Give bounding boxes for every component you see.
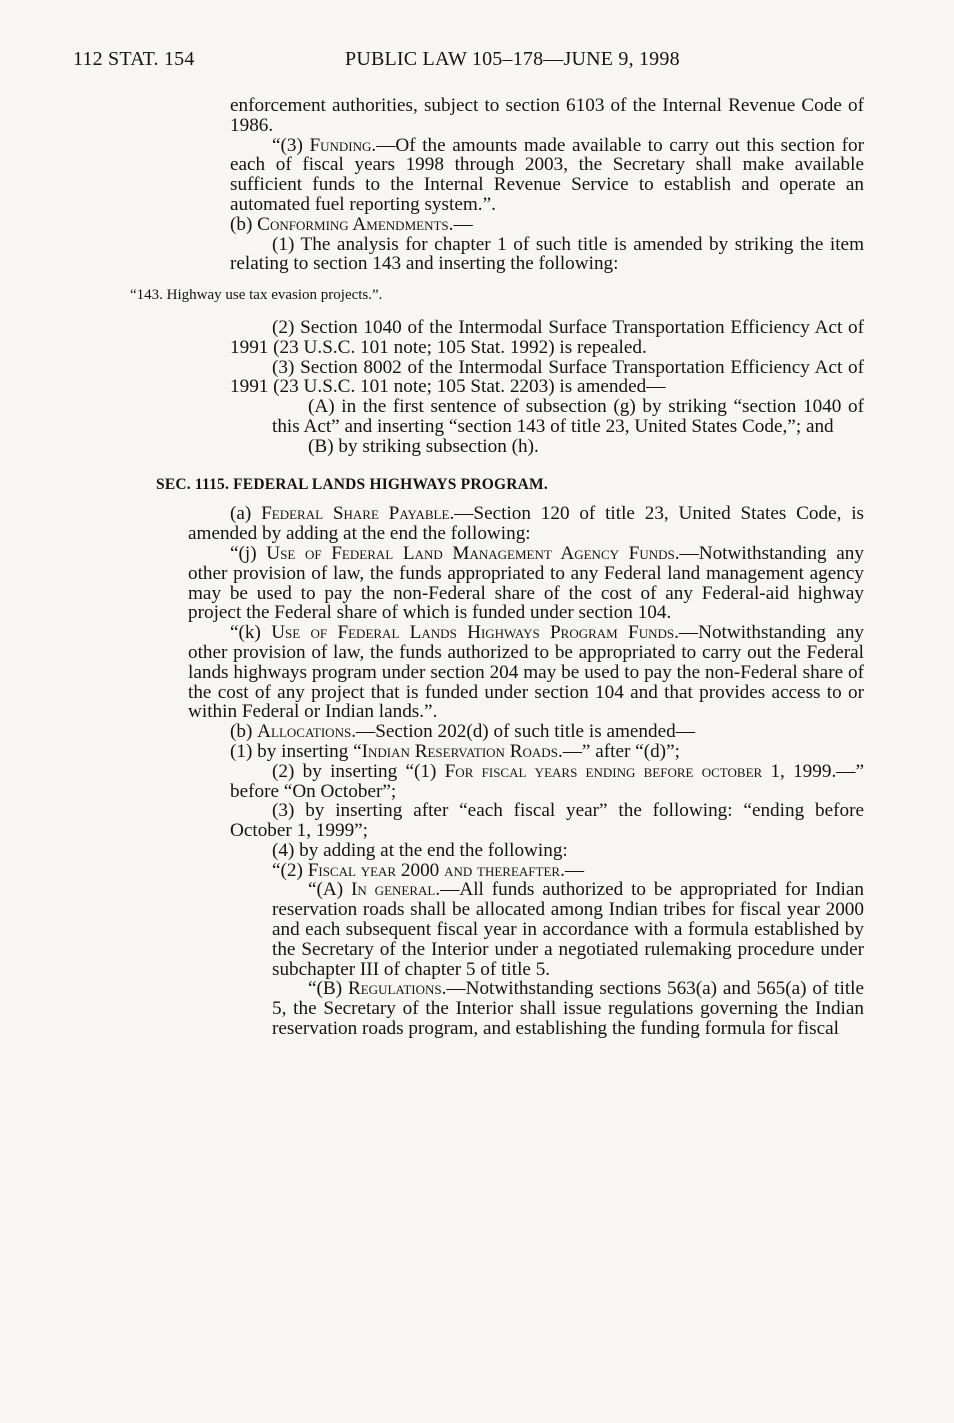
paragraph: (1) by inserting “Indian Reservation Roads.—” after “(d)”; bbox=[230, 740, 680, 762]
section-heading: SEC. 1115. FEDERAL LANDS HIGHWAYS PROGRAM. bbox=[156, 475, 548, 493]
paragraph: (3) Section 8002 of the Intermodal Surface Transportation Efficiency Act of 1991 (23 U.S.C. 101 note; 105 Stat. 2203) is amended— bbox=[230, 356, 864, 398]
paragraph: “(j) Use of Federal Land Management Agency Funds.—Notwithstanding any other provision of law, the funds appropriated to any Federal land management agency may be used to pay the non-Federal share of the cost of any Federal-aid highway project the Federal share of which is funded under section 104. bbox=[188, 542, 864, 624]
document-body bbox=[130, 95, 865, 1040]
paragraph: (A) in the first sentence of subsection (g) by striking “section 1040 of this Act” and inserting “section 143 of title 23, United States Code,”; and bbox=[272, 396, 864, 437]
paragraph: “(B) Regulations.—Notwithstanding sections 563(a) and 565(a) of title 5, the Secretary of the Interior shall issue regulations governing the Indian reservation roads program, and establishing the funding formula for fiscal bbox=[272, 978, 865, 1040]
paragraph: (a) Federal Share Payable.—Section 120 of title 23, United States Code, is amended by adding at the end the following: bbox=[188, 503, 865, 545]
paragraph: (1) The analysis for chapter 1 of such title is amended by striking the item relating to section 143 and inserting the following: bbox=[230, 233, 864, 275]
paragraph: “(3) Funding.—Of the amounts made available to carry out this section for each of fiscal years 1998 through 2003, the Secretary shall make available sufficient funds to the Internal Revenue Service to establish and operate an automated fuel reporting system.”. bbox=[230, 134, 864, 215]
paragraph: (b) Conforming Amendments.— bbox=[230, 213, 473, 235]
paragraph: (B) by striking subsection (h). bbox=[308, 435, 539, 457]
paragraph: enforcement authorities, subject to section 6103 of the Internal Revenue Code of 1986. bbox=[230, 95, 864, 136]
paragraph: “(A) In general.—All funds authorized to be appropriated for Indian reservation roads shall be allocated among Indian tribes for fiscal year 2000 and each subsequent fiscal year in accordance with a formula established by the Secretary of the Interior under a negotiated rulemaking procedure under subchapter III of chapter 5 of title 5. bbox=[272, 879, 864, 980]
paragraph: “(2) Fiscal year 2000 and thereafter.— bbox=[272, 859, 585, 881]
paragraph: (2) by inserting “(1) For fiscal years ending before october 1, 1999.—” before “On October”; bbox=[230, 760, 864, 802]
paragraph: “(k) Use of Federal Lands Highways Program Funds.—Notwithstanding any other provision of law, the funds authorized to be appropriated to carry out the Federal lands highways program under section 204 may be used to pay the non-Federal share of the cost of any project that is funded under section 104 and that provides access to or within Federal or Indian lands.”. bbox=[188, 622, 865, 723]
paragraph: (b) Allocations.—Section 202(d) of such title is amended— bbox=[230, 721, 695, 743]
table-of-sections-item: “143. Highway use tax evasion projects.”. bbox=[130, 287, 383, 304]
paragraph: (3) by inserting after “each fiscal year” the following: “ending before October 1, 1999”; bbox=[230, 800, 864, 842]
paragraph: (4) by adding at the end the following: bbox=[272, 839, 568, 861]
statute-page-number: 112 STAT. 154 bbox=[73, 48, 195, 70]
paragraph: (2) Section 1040 of the Intermodal Surface Transportation Efficiency Act of 1991 (23 U.S.C. 101 note; 105 Stat. 1992) is repealed. bbox=[230, 316, 864, 358]
public-law-title: PUBLIC LAW 105–178—JUNE 9, 1998 bbox=[345, 48, 680, 70]
